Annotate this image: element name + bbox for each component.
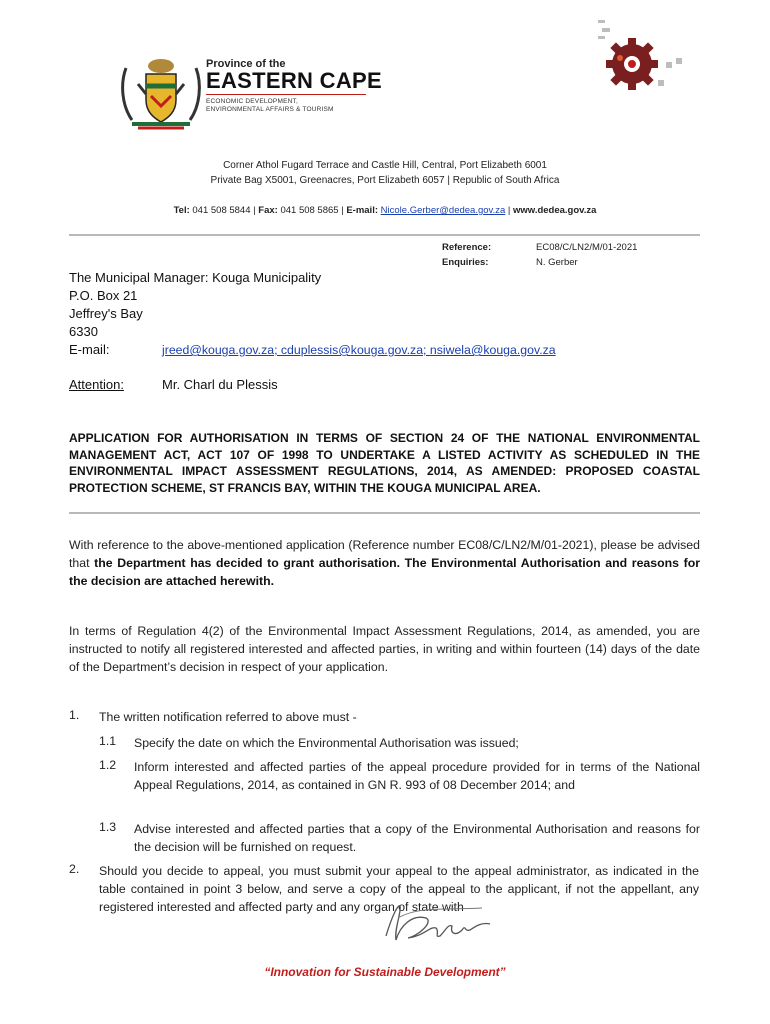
reference-label: Reference: [442,242,492,253]
separator: | [507,205,511,216]
title-divider [206,94,366,95]
signature-image [378,896,498,952]
footer-slogan: “Innovation for Sustainable Development” [264,965,506,979]
enquiries-value: N. Gerber [536,257,578,268]
province-line: Province of the [206,58,286,70]
sub-item-1-1-text: Specify the date on which the Environmental Authorisation was issued; [134,736,519,750]
paragraph-decision-bold: the Department has decided to grant authorisation. The Environmental Authorisation and reasons for the decision are attached herewith. [69,556,700,588]
address-line-2: Private Bag X5001, Greenacres, Port Elizabeth 6057 | Republic of South Africa [210,175,560,186]
paragraph-decision-plain: With reference to the above-mentioned application (Reference number EC08/C/LN2/M/01-2021), please be advised that [69,538,700,570]
sub-item-1-3-text: Advise interested and affected parties that a copy of the Environmental Authorisation and reasons for the decision will be furnished on request. [134,822,700,854]
separator: | [341,205,344,216]
item-2-number: 2. [69,862,80,876]
subject-divider [69,512,700,514]
reference-value: EC08/C/LN2/M/01-2021 [536,242,638,253]
attention-label: Attention: [69,377,124,392]
item-2-text: Should you decide to appeal, you must submit your appeal to the appeal administrator, as indicated in the table contained in point 3 below, and serve a copy of the appeal to the applicant, if not the appellant, any registered interested and affected party and any organ of state with [99,864,699,914]
recipient-line-1: The Municipal Manager: Kouga Municipality [69,270,322,285]
recipient-line-3: Jeffrey's Bay [69,306,143,321]
sub-item-1-1-number: 1.1 [99,734,117,748]
item-1-text: The written notification referred to above must - [99,710,357,724]
gear-icon [588,18,692,106]
separator: | [253,205,256,216]
fax-label: Fax: [258,205,278,216]
department-line-1: ECONOMIC DEVELOPMENT, [206,98,298,105]
province-name: EASTERN CAPE [206,68,382,93]
header-divider [69,234,700,236]
department-line-2: ENVIRONMENTAL AFFAIRS & TOURISM [206,106,334,113]
tel-label: Tel: [173,205,190,216]
website-link[interactable]: www.dedea.gov.za [513,205,597,216]
paragraph-regulation: In terms of Regulation 4(2) of the Environmental Impact Assessment Regulations, 2014, as amended, you are instructed to notify all registered interested and affected parties, in writing and within fourteen (14) days of the date of the Department’s decision in respect of your application. [69,624,700,674]
item-1-number: 1. [69,708,80,722]
sub-item-1-2-text: Inform interested and affected parties of the appeal procedure provided for in terms of the National Appeal Regulations, 2014, as contained in GN R. 993 of 08 December 2014; and [134,760,700,792]
paragraph-decision [69,536,700,590]
attention-value: Mr. Charl du Plessis [162,377,278,392]
email-label: E-mail: [346,205,379,216]
sub-item-1-3-number: 1.3 [99,820,117,834]
subject-heading: APPLICATION FOR AUTHORISATION IN TERMS OF SECTION 24 OF THE NATIONAL ENVIRONMENTAL MANAGEMENT ACT, ACT 107 OF 1998 TO UNDERTAKE A LISTED ACTIVITY AS SCHEDULED IN THE ENVIRONMENTAL IMPACT ASSESSMENT REGULATIONS, 2014, AS AMENDED: PROPOSED COASTAL PROTECTION SCHEME, ST FRANCIS BAY, WITHIN THE KOUGA MUNICIPAL AREA. [69,431,700,495]
sub-item-1-2-number: 1.2 [99,758,117,772]
letterhead-title-block [206,58,466,114]
enquiries-label: Enquiries: [442,257,489,268]
sender-email-link[interactable]: Nicole.Gerber@dedea.gov.za [380,205,506,216]
address-line-1: Corner Athol Fugard Terrace and Castle Hill, Central, Port Elizabeth 6001 [223,160,547,171]
tel-value: 041 508 5844 [192,205,251,216]
recipient-email-label: E-mail: [69,342,110,357]
recipient-line-4: 6330 [69,324,98,339]
recipient-email-links[interactable]: jreed@kouga.gov.za; cduplessis@kouga.gov.za; nsiwela@kouga.gov.za [162,343,556,357]
recipient-line-2: P.O. Box 21 [69,288,138,303]
coat-of-arms-logo [118,54,204,132]
fax-value: 041 508 5865 [280,205,339,216]
contact-line [0,205,770,216]
